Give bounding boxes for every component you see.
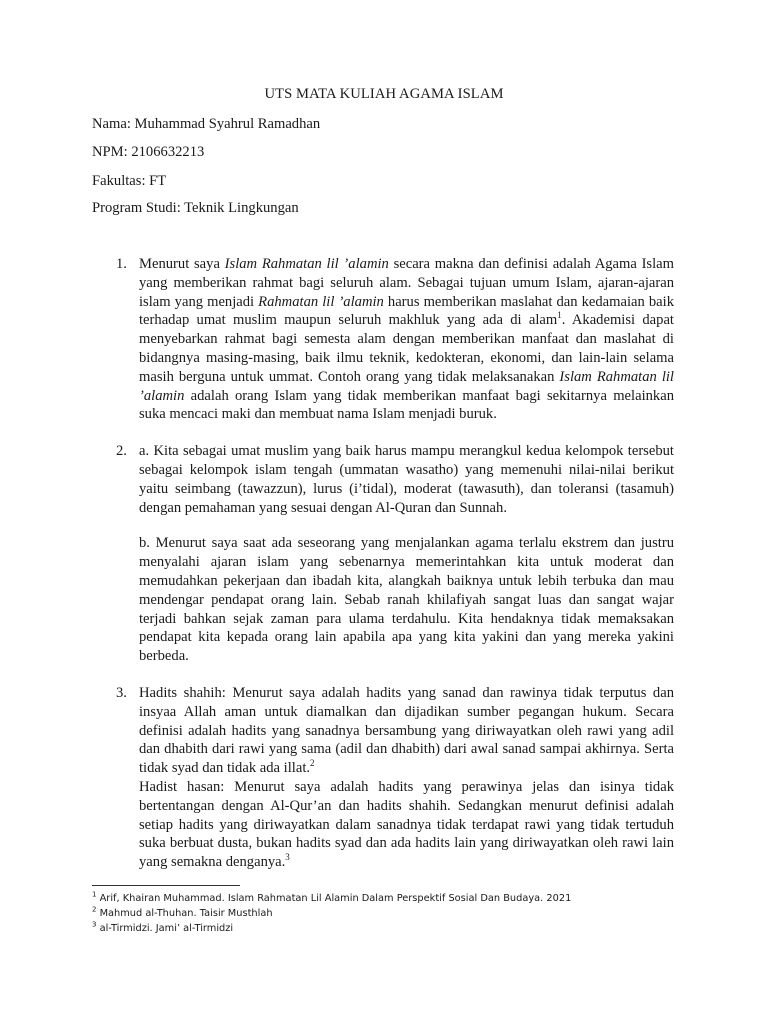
hadits-hasan-paragraph: Hadist hasan: Menurut saya adalah hadits yang perawinya jelas dan isinya tidak bertentangan dengan Al-Qur’an dan hadits shahih. Sedangkan menurut definisi adalah setiap hadits yang diriwayatkan dalam sanadnya tidak terdapat rawi yang tidak tertuduh suka berbuat dusta, bukan hadits syad dan ada hadits lain yang diriwayatkan oleh rawi lain yang semakna denganya.$^3$: [139, 778, 674, 871]
student-npm: NPM: 2106632213: [92, 144, 205, 160]
italic-term: Islam Rahmatan lil ’alamin: [224, 256, 389, 272]
footnote-3: $^3$ al-Tirmidzi. Jami’ al-Tirmidzi: [92, 920, 234, 934]
footnote-ref[interactable]: 1: [557, 310, 562, 321]
answer-2b-paragraph: b. Menurut saya saat ada seseorang yang menjalankan agama terlalu ekstrem dan justru menyalahi ajaran islam yang sebenarnya memerintahkan kita untuk moderat dan memudahkan pekerjaan dan ibadah kita, alangkah baiknya untuk lebih terbuka dan mau mendengar pendapat orang lain. Sebab ranah khilafiyah sangat luas dan sangat wajar terjadi bahkan sejak zaman para ulama terdahulu. Kita hendaknya tidak memaksakan pendapat kita kepada orang lain apabila apa yang kita yakini dan yang mereka yakini berbeda.: [139, 535, 674, 665]
answer-number: 2.: [116, 443, 127, 460]
answer-number: 3.: [116, 684, 127, 701]
footnote-ref[interactable]: 2: [310, 758, 315, 769]
student-name: Nama: Muhammad Syahrul Ramadhan: [92, 116, 321, 132]
answer-1: [92, 255, 674, 424]
footnote-2: $^2$ Mahmud al-Thuhan. Taisir Musthlah: [92, 905, 273, 919]
answer-number: 1.: [116, 256, 127, 272]
student-faculty: Fakultas: FT: [92, 173, 167, 189]
answer-2a-paragraph: a. Kita sebagai umat muslim yang baik harus mampu merangkul kedua kelompok tersebut sebagai kelompok islam tengah (ummatan wasatho) yang memenuhi nilai-nilai berikut yaitu seimbang (tawazzun), lurus (i’tidal), moderat (tawasuth), dan toleransi (tasamuh) dengan pemahaman yang sesuai dengan Al-Quran dan Sunnah.: [139, 443, 674, 516]
answer-3: [92, 684, 674, 872]
answer-2: [92, 442, 674, 666]
answer-1-paragraph: Menurut saya Islam Rahmatan lil ’alamin secara makna dan definisi adalah Agama Islam yang memberikan rahmat bagi seluruh alam. Sebagai tujuan umum Islam, ajaran-ajaran islam yang menjadi Rahmatan lil ’alamin harus memberikan maslahat dan kedamaian baik terhadap umat muslim maupun seluruh makhluk yang ada di alam$^1$. Akademisi dapat menyebarkan rahmat bagi semesta alam dengan memberikan manfaat dan maslahat di bidangnya masing-masing, baik ilmu teknik, kedokteran, ekonomi, dan lain-lain selama masih berguna untuk ummat. Contoh orang yang tidak melaksanakan Islam Rahmatan lil ’alamin adalah orang Islam yang tidak memberikan manfaat bagi sekitarnya melainkan suka mencaci maki dan membuat nama Islam menjadi buruk.: [139, 256, 674, 423]
answer-list: [92, 255, 674, 890]
footnote-1: $^1$ Arif, Khairan Muhammad. Islam Rahmatan Lil Alamin Dalam Perspektif Sosial Dan Budaya. 2021: [92, 890, 572, 904]
document-title: UTS MATA KULIAH AGAMA ISLAM: [264, 86, 504, 102]
italic-term: Rahmatan lil ’alamin: [258, 293, 384, 310]
study-program: Program Studi: Teknik Lingkungan: [92, 200, 299, 216]
hadits-shahih-paragraph: Hadits shahih: Menurut saya adalah hadits yang sanad dan rawinya tidak terputus dan insyaa Allah aman untuk diamalkan dan dijadikan sumber pegangan hukum. Secara definisi adalah hadits yang sanadnya bersambung yang diriwayatkan oleh rawi yang adil dan dhabith dari rawi yang sama (adil dan dhabith) dari awal sanad sampai akhirnya. Serta tidak syad dan tidak ada illat.$^2$: [139, 684, 674, 777]
footnote-ref[interactable]: 3: [285, 852, 290, 863]
italic-term: Islam Rahmatan lil ’alamin: [139, 368, 674, 404]
footnote-separator: [92, 885, 240, 886]
